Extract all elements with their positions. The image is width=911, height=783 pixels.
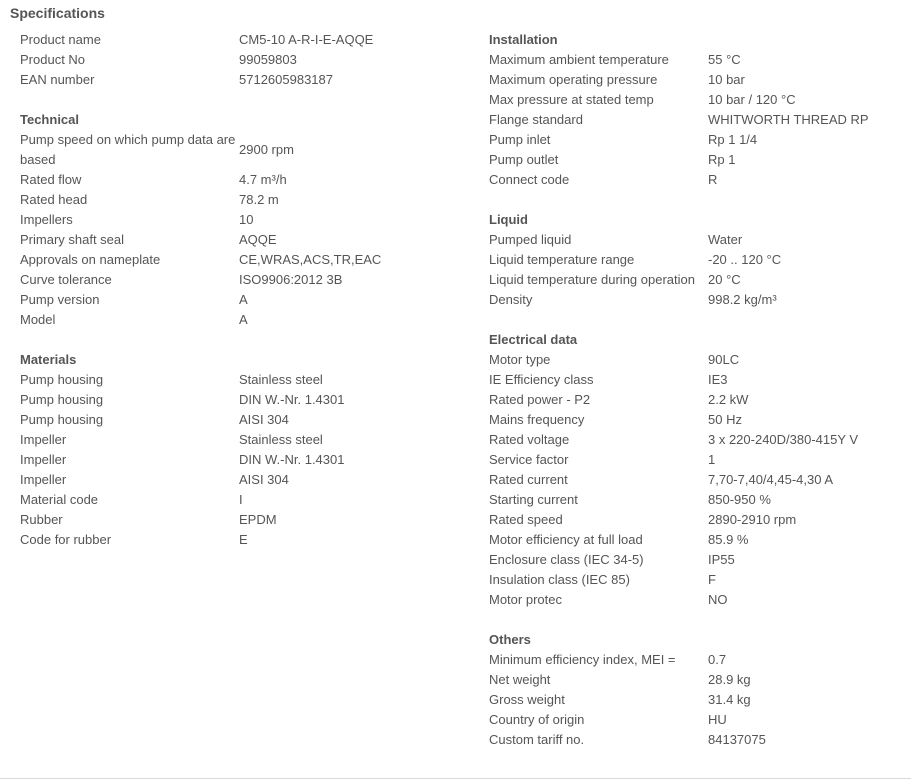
spec-row bbox=[20, 250, 465, 270]
materials-section bbox=[20, 350, 465, 550]
spec-value: I bbox=[239, 492, 243, 507]
spec-label: Motor type bbox=[489, 352, 551, 367]
spec-row bbox=[489, 250, 904, 270]
spec-row bbox=[20, 410, 465, 430]
spec-row bbox=[489, 550, 904, 570]
spec-label: Density bbox=[489, 292, 533, 307]
spec-label: Mains frequency bbox=[489, 412, 585, 427]
spec-label: Curve tolerance bbox=[20, 272, 112, 287]
spec-row bbox=[489, 450, 904, 470]
spec-row bbox=[489, 490, 904, 510]
spec-label: Pump housing bbox=[20, 392, 104, 407]
spec-row bbox=[489, 170, 904, 190]
spec-row bbox=[20, 310, 465, 330]
spec-label: Connect code bbox=[489, 172, 570, 187]
spec-label: Material code bbox=[20, 492, 99, 507]
spec-value: DIN W.-Nr. 1.4301 bbox=[239, 452, 345, 467]
spec-value: 55 °C bbox=[708, 52, 741, 67]
spec-row-product-name bbox=[20, 30, 465, 50]
spec-row bbox=[489, 150, 904, 170]
general-section bbox=[20, 30, 465, 90]
spec-row bbox=[489, 50, 904, 70]
spec-label: Starting current bbox=[489, 492, 578, 507]
spec-row bbox=[20, 370, 465, 390]
spec-row bbox=[20, 230, 465, 250]
spec-row bbox=[20, 190, 465, 210]
spec-value: 99059803 bbox=[239, 52, 297, 67]
spec-label: Maximum ambient temperature bbox=[489, 52, 669, 67]
spec-label: Custom tariff no. bbox=[489, 732, 585, 747]
spec-label: Insulation class (IEC 85) bbox=[489, 572, 630, 587]
spec-label: Minimum efficiency index, MEI = bbox=[489, 652, 676, 667]
spec-row bbox=[20, 390, 465, 410]
spec-value: 10 bar bbox=[708, 72, 745, 87]
spec-row bbox=[20, 430, 465, 450]
spec-row bbox=[489, 650, 904, 670]
spec-value: 850-950 % bbox=[708, 492, 771, 507]
spec-value: 10 bbox=[239, 212, 254, 227]
spec-label: Pump speed on which pump data are based bbox=[20, 132, 236, 167]
spec-row bbox=[489, 570, 904, 590]
spec-row bbox=[20, 450, 465, 470]
spec-value: CM5-10 A-R-I-E-AQQE bbox=[239, 32, 374, 47]
spec-value: 5712605983187 bbox=[239, 72, 333, 87]
spec-row bbox=[20, 210, 465, 230]
spec-row bbox=[489, 290, 904, 310]
spec-value: 90LC bbox=[708, 352, 740, 367]
section-title-electrical: Electrical data bbox=[489, 332, 578, 347]
spec-row bbox=[20, 130, 465, 170]
spec-value: 85.9 % bbox=[708, 532, 749, 547]
spec-label: Product name bbox=[20, 32, 101, 47]
spec-value: 3 x 220-240D/380-415Y V bbox=[708, 432, 859, 447]
spec-label: Impeller bbox=[20, 452, 67, 467]
spec-row bbox=[489, 70, 904, 90]
spec-row bbox=[20, 270, 465, 290]
spec-value: 84137075 bbox=[708, 732, 766, 747]
spec-label: Pump outlet bbox=[489, 152, 559, 167]
spec-value: A bbox=[239, 312, 248, 327]
spec-value: HU bbox=[708, 712, 727, 727]
spec-row bbox=[489, 430, 904, 450]
spec-label: Rated head bbox=[20, 192, 88, 207]
spec-value: 2890-2910 rpm bbox=[708, 512, 797, 527]
spec-value: F bbox=[708, 572, 716, 587]
spec-value: 10 bar / 120 °C bbox=[708, 92, 796, 107]
spec-value: Rp 1 bbox=[708, 152, 736, 167]
spec-label: Pump housing bbox=[20, 372, 104, 387]
spec-row bbox=[489, 110, 904, 130]
bottom-divider bbox=[0, 778, 911, 779]
spec-row bbox=[489, 390, 904, 410]
spec-row bbox=[489, 90, 904, 110]
spec-value: AISI 304 bbox=[239, 472, 289, 487]
spec-value: Stainless steel bbox=[239, 372, 323, 387]
spec-row bbox=[489, 230, 904, 250]
spec-value: 2.2 kW bbox=[708, 392, 749, 407]
spec-label: Primary shaft seal bbox=[20, 232, 125, 247]
spec-row-product-no bbox=[20, 50, 465, 70]
spec-label: Max pressure at stated temp bbox=[489, 92, 654, 107]
spec-value: AQQE bbox=[239, 232, 277, 247]
spec-row bbox=[489, 690, 904, 710]
spec-value: 78.2 m bbox=[239, 192, 279, 207]
spec-label: Gross weight bbox=[489, 692, 565, 707]
spec-label: Code for rubber bbox=[20, 532, 112, 547]
spec-value: 20 °C bbox=[708, 272, 741, 287]
spec-label: Rated current bbox=[489, 472, 568, 487]
spec-label: Rated speed bbox=[489, 512, 563, 527]
spec-row bbox=[489, 350, 904, 370]
spec-label: Approvals on nameplate bbox=[20, 252, 161, 267]
spec-value: 28.9 kg bbox=[708, 672, 751, 687]
spec-value: 0.7 bbox=[708, 652, 727, 667]
spec-row bbox=[489, 710, 904, 730]
spec-label: IE Efficiency class bbox=[489, 372, 594, 387]
spec-row bbox=[489, 670, 904, 690]
installation-section bbox=[489, 30, 904, 190]
spec-value: DIN W.-Nr. 1.4301 bbox=[239, 392, 345, 407]
spec-value: 1 bbox=[708, 452, 716, 467]
spec-label: Enclosure class (IEC 34-5) bbox=[489, 552, 644, 567]
right-column bbox=[489, 30, 904, 770]
spec-row bbox=[489, 410, 904, 430]
spec-label: EAN number bbox=[20, 72, 95, 87]
spec-label: Pump housing bbox=[20, 412, 104, 427]
spec-row bbox=[20, 530, 465, 550]
others-section bbox=[489, 630, 904, 750]
spec-row bbox=[20, 490, 465, 510]
spec-row bbox=[20, 510, 465, 530]
spec-label: Impeller bbox=[20, 472, 67, 487]
spec-label: Impellers bbox=[20, 212, 73, 227]
section-title-materials: Materials bbox=[20, 352, 77, 367]
spec-label: Flange standard bbox=[489, 112, 583, 127]
spec-value: ISO9906:2012 3B bbox=[239, 272, 343, 287]
spec-row bbox=[489, 270, 904, 290]
spec-row bbox=[489, 730, 904, 750]
spec-label: Maximum operating pressure bbox=[489, 72, 658, 87]
page-title: Specifications bbox=[10, 5, 105, 21]
spec-value: A bbox=[239, 292, 248, 307]
spec-label: Model bbox=[20, 312, 56, 327]
spec-label: Country of origin bbox=[489, 712, 585, 727]
spec-label: Liquid temperature range bbox=[489, 252, 635, 267]
spec-value: Water bbox=[708, 232, 743, 247]
spec-value: IP55 bbox=[708, 552, 735, 567]
spec-row bbox=[20, 290, 465, 310]
spec-value: 4.7 m³/h bbox=[239, 172, 287, 187]
spec-row bbox=[489, 510, 904, 530]
spec-value: 31.4 kg bbox=[708, 692, 751, 707]
section-title-others: Others bbox=[489, 632, 531, 647]
spec-value: 998.2 kg/m³ bbox=[708, 292, 777, 307]
spec-label: Rated power - P2 bbox=[489, 392, 591, 407]
spec-value: WHITWORTH THREAD RP bbox=[708, 112, 869, 127]
spec-value: AISI 304 bbox=[239, 412, 289, 427]
spec-value: IE3 bbox=[708, 372, 728, 387]
section-title-installation: Installation bbox=[489, 32, 558, 47]
spec-value: 50 Hz bbox=[708, 412, 742, 427]
spec-value: 7,70-7,40/4,45-4,30 A bbox=[708, 472, 834, 487]
spec-label: Net weight bbox=[489, 672, 551, 687]
left-column bbox=[20, 30, 465, 570]
spec-row-ean-number bbox=[20, 70, 465, 90]
spec-label: Motor protec bbox=[489, 592, 562, 607]
liquid-section bbox=[489, 210, 904, 310]
technical-section bbox=[20, 110, 465, 330]
spec-value: NO bbox=[708, 592, 728, 607]
spec-value: CE,WRAS,ACS,TR,EAC bbox=[239, 252, 382, 267]
spec-label: Service factor bbox=[489, 452, 569, 467]
spec-label: Pumped liquid bbox=[489, 232, 572, 247]
spec-value: EPDM bbox=[239, 512, 277, 527]
spec-row bbox=[489, 530, 904, 550]
spec-value: 2900 rpm bbox=[239, 142, 294, 157]
spec-label: Impeller bbox=[20, 432, 67, 447]
spec-value: -20 .. 120 °C bbox=[708, 252, 782, 267]
spec-value: E bbox=[239, 532, 248, 547]
spec-label: Motor efficiency at full load bbox=[489, 532, 643, 547]
section-title-technical: Technical bbox=[20, 112, 80, 127]
spec-label: Pump inlet bbox=[489, 132, 551, 147]
spec-value: Stainless steel bbox=[239, 432, 323, 447]
spec-row bbox=[20, 170, 465, 190]
spec-label: Rubber bbox=[20, 512, 63, 527]
spec-row bbox=[489, 370, 904, 390]
spec-label: Rated flow bbox=[20, 172, 82, 187]
spec-row bbox=[489, 130, 904, 150]
spec-value: Rp 1 1/4 bbox=[708, 132, 758, 147]
electrical-section bbox=[489, 330, 904, 610]
spec-row bbox=[489, 470, 904, 490]
spec-label: Liquid temperature during operation bbox=[489, 272, 695, 287]
section-title-liquid: Liquid bbox=[489, 212, 528, 227]
spec-value: R bbox=[708, 172, 718, 187]
spec-label: Rated voltage bbox=[489, 432, 570, 447]
spec-label: Product No bbox=[20, 52, 86, 67]
spec-row bbox=[20, 470, 465, 490]
spec-label: Pump version bbox=[20, 292, 100, 307]
spec-row bbox=[489, 590, 904, 610]
